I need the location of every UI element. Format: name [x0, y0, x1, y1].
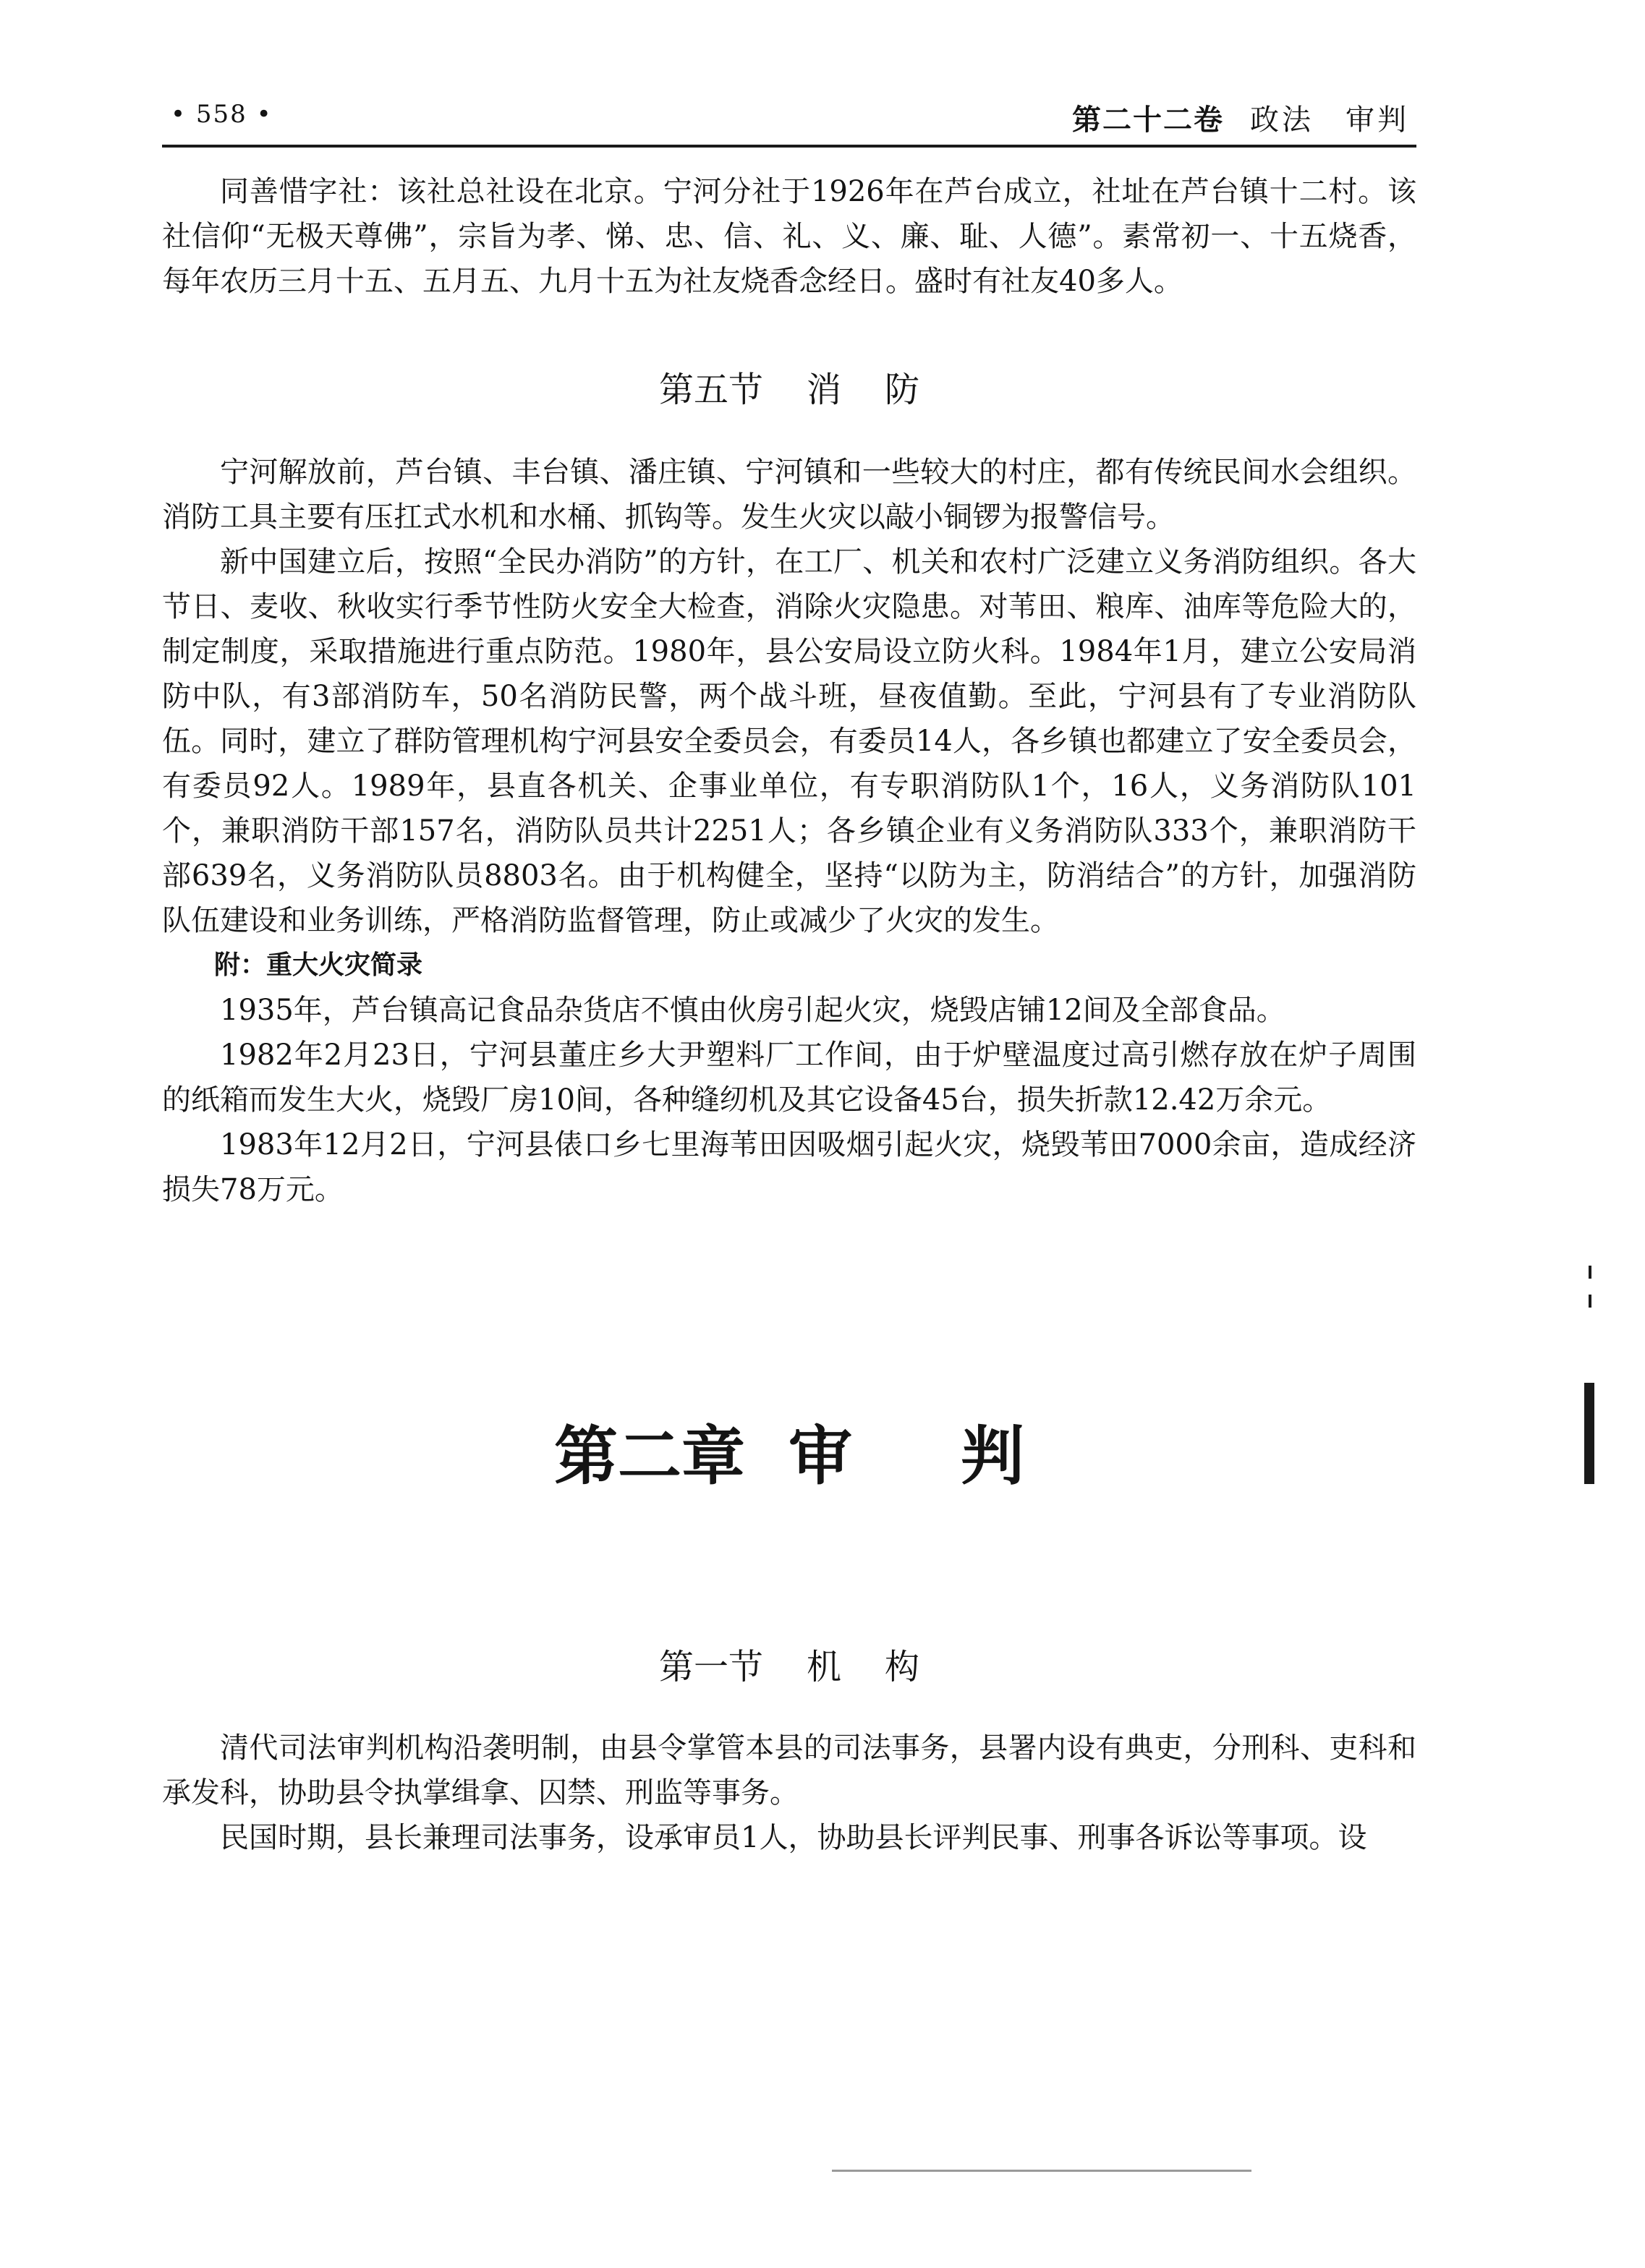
section-word: 消	[806, 370, 841, 410]
running-head	[1072, 97, 1409, 138]
fire-record: 1982年2月23日，宁河县董庄乡大尹塑料厂工作间，由于炉壁温度过高引燃存放在炉子周围的纸箱而发生大火，烧毁厂房10间，各种缝纫机及其它设备45台，损失折款12.42万余元。	[162, 1039, 1416, 1117]
paragraph: 民国时期，县长兼理司法事务，设承审员1人，协助县长评判民事、刑事各诉讼等事项。设	[220, 1821, 1367, 1854]
section-word: 防	[885, 370, 920, 410]
intro-block	[162, 169, 1416, 304]
fire-prevention-body	[162, 450, 1416, 1212]
volume-label: 第二十二卷	[1072, 103, 1224, 137]
section-word: 构	[885, 1647, 920, 1687]
paragraph: 宁河解放前，芦台镇、丰台镇、潘庄镇、宁河镇和一些较大的村庄，都有传统民间水会组织。消防工具主要有压扛式水机和水桶、抓钩等。发生火灾以敲小铜锣为报警信号。	[162, 456, 1416, 534]
paragraph: 新中国建立后，按照“全民办消防”的方针，在工厂、机关和农村广泛建立义务消防组织。各大节日、麦收、秋收实行季节性防火安全大检查，消除火灾隐患。对苇田、粮库、油库等危险大的，制定制度，采取措施进行重点防范。1980年，县公安局设立防火科。1984年1月，建立公安局消防中队，有3部消防车，50名消防民警，两个战斗班，昼夜值勤。至此，宁河县有了专业消防队伍。同时，建立了群防管理机构宁河县安全委员会，有委员14人，各乡镇也都建立了安全委员会，有委员92人。1989年，县直各机关、企事业单位，有专职消防队1个，16人，义务消防队101个，兼职消防干部157名，消防队员共计2251人；各乡镇企业有义务消防队333个，兼职消防干部639名，义务消防队员8803名。由于机构健全，坚持“以防为主，防消结合”的方针，加强消防队伍建设和业务训练，严格消防监督管理，防止或减少了火灾的发生。	[162, 545, 1416, 937]
paragraph: 清代司法审判机构沿袭明制，由县令掌管本县的司法事务，县署内设有典吏，分刑科、吏科和承发科，协助县令执掌缉拿、囚禁、刑监等事务。	[162, 1731, 1416, 1809]
section-title-institutions	[162, 1639, 1416, 1689]
scan-speck	[832, 2170, 1251, 2172]
scan-mark	[1584, 1383, 1594, 1484]
scan-mark	[1589, 1295, 1591, 1308]
scan-mark	[1589, 1266, 1591, 1279]
chapter-word: 审	[788, 1419, 852, 1493]
fire-record: 1983年12月2日，宁河县俵口乡七里海苇田因吸烟引起火灾，烧毁苇田7000余亩，造成经济损失78万元。	[162, 1128, 1416, 1206]
chapter-word: 判	[961, 1419, 1025, 1493]
chapter-title	[162, 1406, 1416, 1497]
section-title-fire-prevention	[162, 362, 1416, 412]
section-label: 政法 审判	[1250, 103, 1409, 137]
appendix-title: 附：重大火灾简录	[214, 950, 423, 980]
section-number: 第五节	[658, 370, 763, 410]
section-number: 第一节	[658, 1647, 763, 1687]
paragraph: 同善惜字社：该社总社设在北京。宁河分社于1926年在芦台成立，社址在芦台镇十二村。该社信仰“无极天尊佛”，宗旨为孝、悌、忠、信、礼、义、廉、耻、人德”。素常初一、十五烧香，每年农历三月十五、五月五、九月十五为社友烧香念经日。盛时有社友40多人。	[162, 175, 1416, 298]
header-rule	[162, 145, 1416, 148]
page-number: • 558 •	[171, 100, 273, 129]
fire-record: 1935年，芦台镇高记食品杂货店不慎由伙房引起火灾，烧毁店铺12间及全部食品。	[220, 994, 1285, 1027]
institutions-body	[162, 1726, 1416, 1860]
section-word: 机	[806, 1647, 841, 1687]
chapter-number: 第二章	[553, 1419, 745, 1493]
